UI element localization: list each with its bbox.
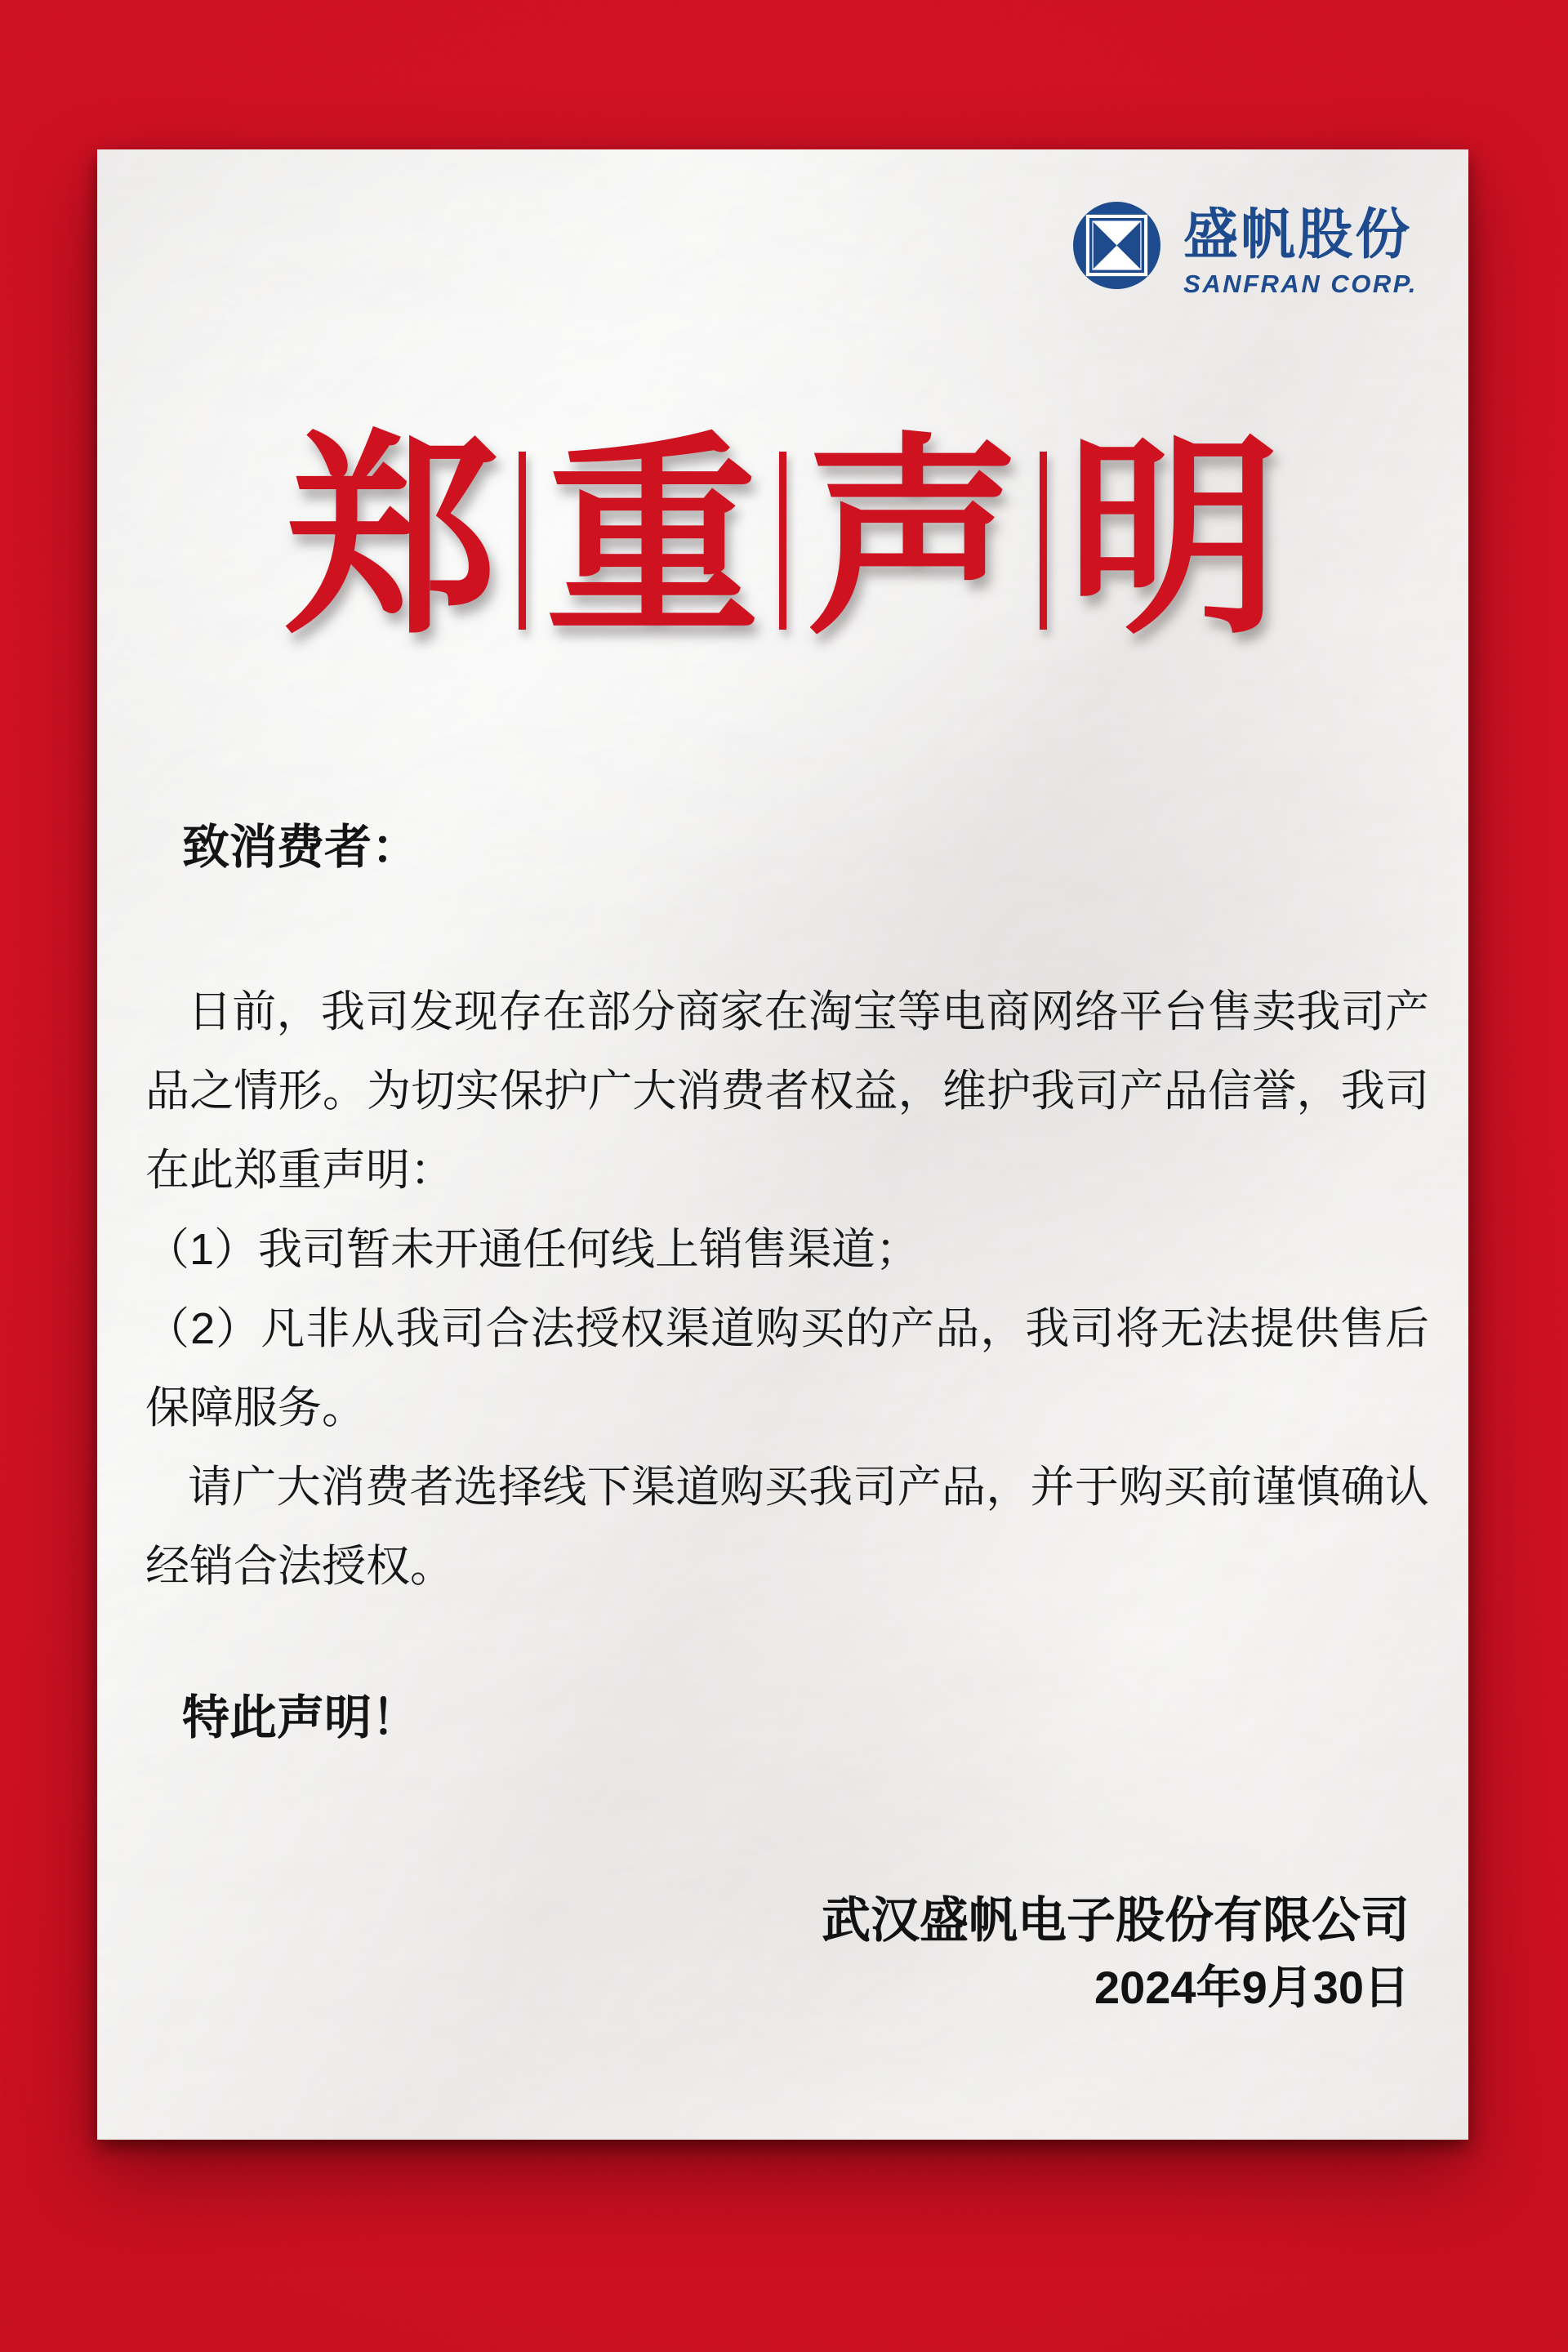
paragraph-item-2: （2）凡非从我司合法授权渠道购买的产品，我司将无法提供售后保障服务。 xyxy=(145,1304,1429,1432)
title-separator-bar xyxy=(519,452,526,630)
logo-names xyxy=(1183,202,1418,296)
title-separator-bar xyxy=(1040,452,1047,630)
paragraph-intro: 日前，我司发现存在部分商家在淘宝等电商网络平台售卖我司产品之情形。为切实保护广大消费者权益，维护我司产品信誉，我司在此郑重声明： xyxy=(145,987,1429,1195)
salutation: 致消费者： xyxy=(182,821,420,874)
title-char-2: 重 xyxy=(546,422,760,659)
signature-date: 2024年9月30日 xyxy=(1094,1962,1410,2013)
logo-name-cn: 盛帆股份 xyxy=(1183,204,1413,265)
title-char-1: 郑 xyxy=(285,422,499,659)
title-char-3: 声 xyxy=(806,422,1020,659)
title-separator-bar xyxy=(779,452,786,630)
closing-statement: 特此声明！ xyxy=(182,1691,420,1744)
logo-name-en: SANFRAN CORP. xyxy=(1183,270,1418,298)
paragraph-item-1: （1）我司暂未开通任何线上销售渠道； xyxy=(145,1225,920,1274)
signature-block xyxy=(822,1887,1410,2021)
logo-mark-icon xyxy=(1073,202,1160,289)
signature-company: 武汉盛帆电子股份有限公司 xyxy=(822,1893,1410,1948)
paragraph-advice: 请广大消费者选择线下渠道购买我司产品，并于购买前谨慎确认经销合法授权。 xyxy=(145,1463,1429,1591)
brand-logo xyxy=(1073,202,1418,296)
poster-title xyxy=(97,422,1468,659)
notice-sheet xyxy=(97,149,1468,2140)
title-char-4: 明 xyxy=(1067,422,1281,659)
letter-body xyxy=(145,973,1429,1606)
